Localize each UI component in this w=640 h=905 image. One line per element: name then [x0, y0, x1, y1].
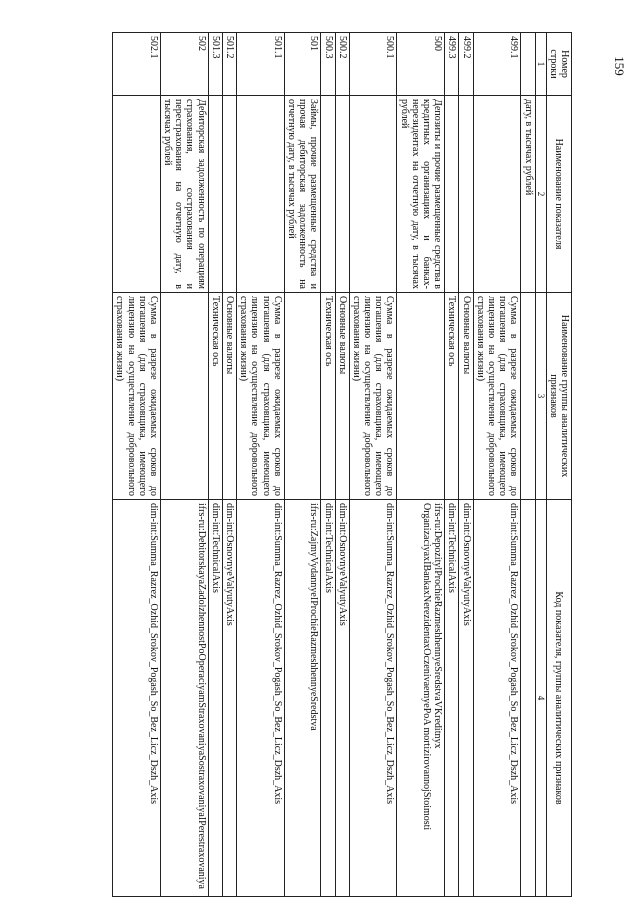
table-row	[459, 33, 473, 897]
table-row	[473, 33, 521, 897]
indicator-name-cell	[208, 96, 222, 293]
group-name-cell: Основные валюты	[335, 293, 349, 500]
indicator-name-cell	[473, 96, 521, 293]
table-row	[222, 33, 236, 897]
row-number-cell: 502	[160, 33, 208, 96]
code-cell: dim-int:OsnovnyeValyutyAxis	[459, 500, 473, 897]
group-name-cell: Техническая ось	[321, 293, 335, 500]
group-name-cell	[521, 293, 535, 500]
group-name-cell	[284, 293, 321, 500]
table-row	[208, 33, 222, 897]
code-cell: dim-int:Summa_Razrez_Ozhid_Srokov_Pogash_So_Bez_Licz_Dszh_Axis	[237, 500, 285, 897]
indicator-name-cell	[222, 96, 236, 293]
code-cell: ifrs-ru:DebitorskayaZadolzhennostPoOperaciyamStraxovaniyaSostraxovaniyaIPerestraxovaniya	[160, 500, 208, 897]
code-cell	[521, 500, 535, 897]
table-row	[521, 33, 535, 897]
indicator-name-cell	[349, 96, 397, 293]
table-row	[349, 33, 397, 897]
table-row	[335, 33, 349, 897]
group-name-cell: Техническая ось	[208, 293, 222, 500]
row-number-cell: 499.1	[473, 33, 521, 96]
indicator-name-cell: Дебиторская задолженность по операциям страхования, сострахования и перестрахования на отчетную дату, в тысячах рублей	[160, 96, 208, 293]
code-cell: dim-int:TechnicalAxis	[445, 500, 459, 897]
table-row	[284, 33, 321, 897]
row-number-cell: 501.2	[222, 33, 236, 96]
group-name-cell	[160, 293, 208, 500]
group-name-cell: Основные валюты	[459, 293, 473, 500]
code-cell: dim-int:OsnovnyeValyutyAxis	[222, 500, 236, 897]
header-row-number: Номер строки	[546, 33, 571, 96]
indicator-name-cell: Займы, прочие размещенные средства и прочая дебиторская задолженность на отчетную дату, в тысячах рублей	[284, 96, 321, 293]
row-number-cell: 502.1	[113, 33, 161, 96]
row-number-cell: 499.3	[445, 33, 459, 96]
indicator-name-cell	[459, 96, 473, 293]
column-index: 1	[535, 33, 546, 96]
table-row	[237, 33, 285, 897]
row-number-cell: 500	[397, 33, 445, 96]
group-name-cell: Сумма в разрезе ожидаемых сроков до погашения (для страховщика, имеющего лицензию на осуществление добровольного страхования жизни)	[349, 293, 397, 500]
table-row	[321, 33, 335, 897]
column-index-row	[535, 33, 546, 897]
row-number-cell: 500.3	[321, 33, 335, 96]
indicator-name-cell: Депозиты и прочие размещенные средства в кредитных организациях и банках-нерезидентах на отчетную дату, в тысячах рублей	[397, 96, 445, 293]
group-name-cell: Сумма в разрезе ожидаемых сроков до погашения (для страховщика, имеющего лицензию на осуществление добровольного страхования жизни)	[237, 293, 285, 500]
code-cell: ifrs-ru:DepozitylProchieRazmeshhennyeSredstvaVKreditnyx OrganizaciyaxIBankaxNerezidentaxOczenivaemyePoA mortizirovannojStoimosti	[397, 500, 445, 897]
column-index: 4	[535, 500, 546, 897]
code-cell: dim-int:TechnicalAxis	[321, 500, 335, 897]
table-row	[160, 33, 208, 897]
row-number-cell	[521, 33, 535, 96]
group-name-cell: Основные валюты	[222, 293, 236, 500]
group-name-cell: Сумма в разрезе ожидаемых сроков до погашения (для страховщика, имеющего лицензию на осуществление добровольного страхования жизни)	[473, 293, 521, 500]
code-cell: dim-int:Summa_Razrez_Ozhid_Srokov_Pogash_So_Bez_Licz_Dszh_Axis	[113, 500, 161, 897]
table-row	[397, 33, 445, 897]
row-number-cell: 500.1	[349, 33, 397, 96]
group-name-cell	[397, 293, 445, 500]
row-number-cell: 501.1	[237, 33, 285, 96]
code-cell: dim-int:Summa_Razrez_Ozhid_Srokov_Pogash_So_Bez_Licz_Dszh_Axis	[349, 500, 397, 897]
group-name-cell: Сумма в разрезе ожидаемых сроков до погашения (для страховщика, имеющего лицензию на осуществление добровольного страхования жизни)	[113, 293, 161, 500]
row-number-cell: 501.3	[208, 33, 222, 96]
header-row	[546, 33, 571, 897]
row-number-cell: 499.2	[459, 33, 473, 96]
indicator-name-cell	[113, 96, 161, 293]
page-number: 159	[611, 56, 627, 76]
row-number-cell: 500.2	[335, 33, 349, 96]
indicator-name-cell	[335, 96, 349, 293]
column-index: 2	[535, 96, 546, 293]
table-row	[113, 33, 161, 897]
table-body	[113, 33, 535, 897]
indicator-name-cell	[321, 96, 335, 293]
header-indicator-name: Наименование показателя	[546, 96, 571, 293]
group-name-cell: Техническая ось	[445, 293, 459, 500]
indicator-name-cell	[445, 96, 459, 293]
row-number-cell: 501	[284, 33, 321, 96]
header-code: Код показателя, группы аналитических признаков	[546, 500, 571, 897]
indicator-name-cell: дату, в тысячах рублей	[521, 96, 535, 293]
table-row	[445, 33, 459, 897]
code-cell: ifrs-ru:ZajmyVydannyeIProchieRazmeshhennyeSredstva	[284, 500, 321, 897]
code-cell: dim-int:OsnovnyeValyutyAxis	[335, 500, 349, 897]
column-index: 3	[535, 293, 546, 500]
indicator-table	[112, 32, 572, 897]
code-cell: dim-int:TechnicalAxis	[208, 500, 222, 897]
indicator-name-cell	[237, 96, 285, 293]
code-cell: dim-int:Summa_Razrez_Ozhid_Srokov_Pogash_So_Bez_Licz_Dszh_Axis	[473, 500, 521, 897]
header-group-name: Наименование группы аналитических признаков	[546, 293, 571, 500]
